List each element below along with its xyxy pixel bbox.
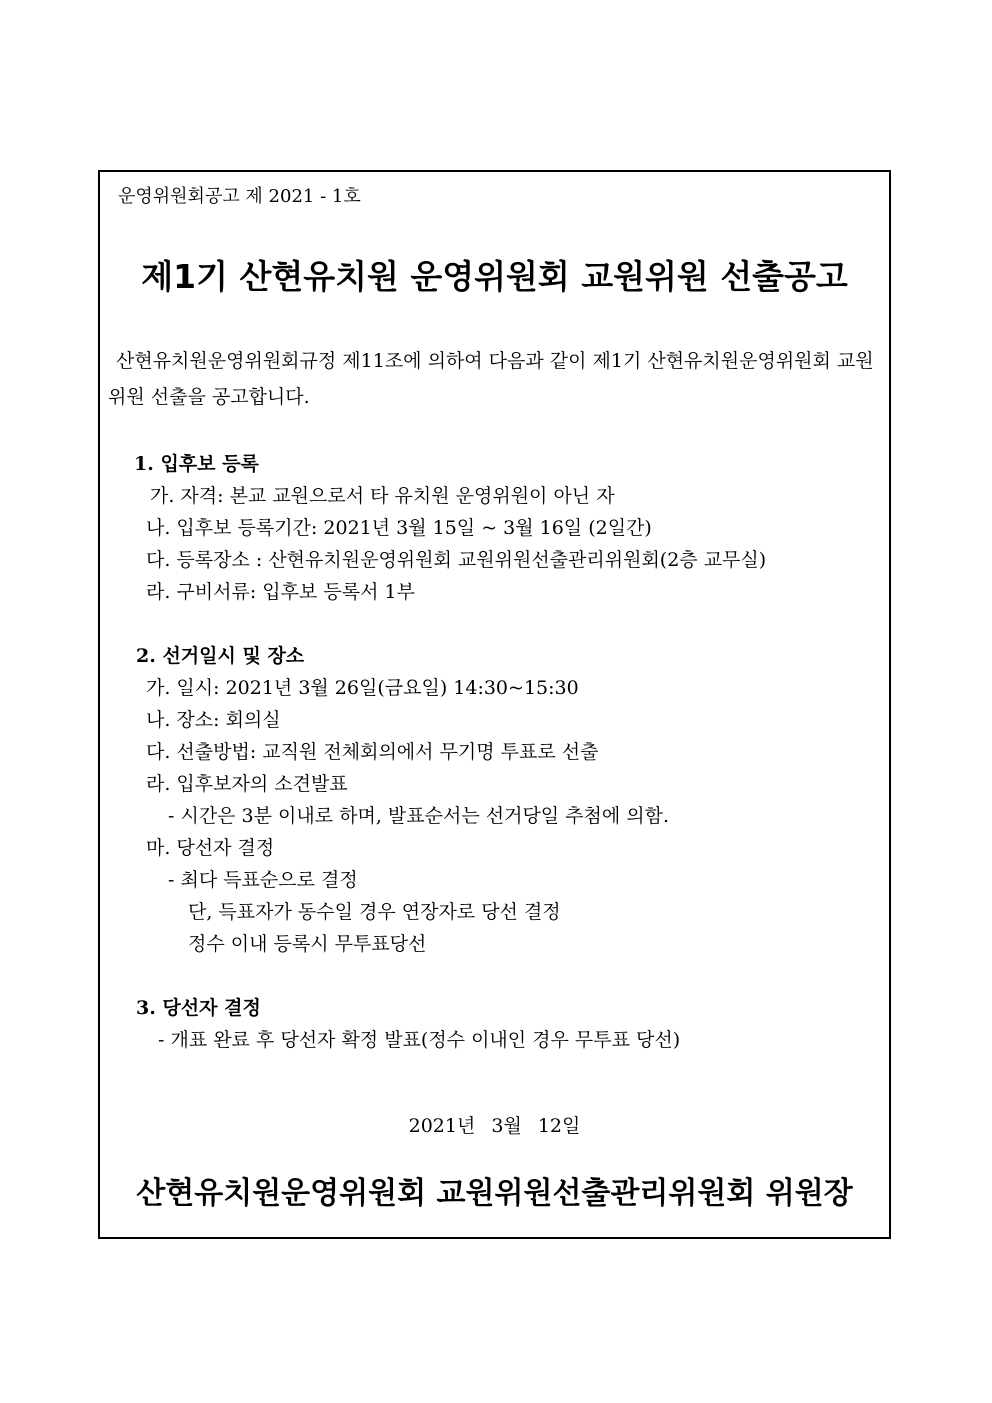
- signer: 산현유치원운영위원회 교원위원선출관리위원회 위원장: [136, 1176, 853, 1211]
- list-item: 라. 입후보자의 소견발표: [146, 773, 348, 795]
- list-item: 다. 등록장소 : 산현유치원운영위원회 교원위원선출관리위원회(2층 교무실): [146, 549, 767, 571]
- list-item: 나. 장소: 회의실: [146, 709, 281, 731]
- list-item: 마. 당선자 결정: [146, 837, 275, 859]
- notice-frame: [98, 170, 891, 1239]
- list-item: 단, 득표자가 동수일 경우 연장자로 당선 결정: [188, 901, 561, 923]
- list-item: 가. 자격: 본교 교원으로서 타 유치원 운영위원이 아닌 자: [150, 485, 615, 507]
- section-heading-election: 2. 선거일시 및 장소: [136, 645, 305, 667]
- list-item: 나. 입후보 등록기간: 2021년 3월 15일 ~ 3월 16일 (2일간): [146, 517, 652, 539]
- notice-date: 2021년 3월 12일: [408, 1115, 581, 1137]
- list-item: 라. 구비서류: 입후보 등록서 1부: [146, 581, 415, 603]
- intro-line-2: 위원 선출을 공고합니다.: [108, 386, 310, 408]
- list-item: - 시간은 3분 이내로 하며, 발표순서는 선거당일 추첨에 의함.: [168, 805, 670, 827]
- list-item: 다. 선출방법: 교직원 전체회의에서 무기명 투표로 선출: [146, 741, 599, 763]
- section-heading-result: 3. 당선자 결정: [136, 997, 261, 1019]
- notice-number: 운영위원회공고 제 2021 - 1호: [118, 186, 361, 207]
- list-item: 정수 이내 등록시 무투표당선: [188, 933, 427, 955]
- list-item: - 최다 득표순으로 결정: [168, 869, 358, 891]
- section-heading-registration: 1. 입후보 등록: [134, 453, 259, 475]
- intro-line-1: 산현유치원운영위원회규정 제11조에 의하여 다음과 같이 제1기 산현유치원운영위원회 교원: [116, 350, 874, 372]
- list-item: 가. 일시: 2021년 3월 26일(금요일) 14:30~15:30: [146, 677, 579, 699]
- list-item: - 개표 완료 후 당선자 확정 발표(정수 이내인 경우 무투표 당선): [158, 1029, 681, 1051]
- page-title: 제1기 산현유치원 운영위원회 교원위원 선출공고: [141, 257, 848, 296]
